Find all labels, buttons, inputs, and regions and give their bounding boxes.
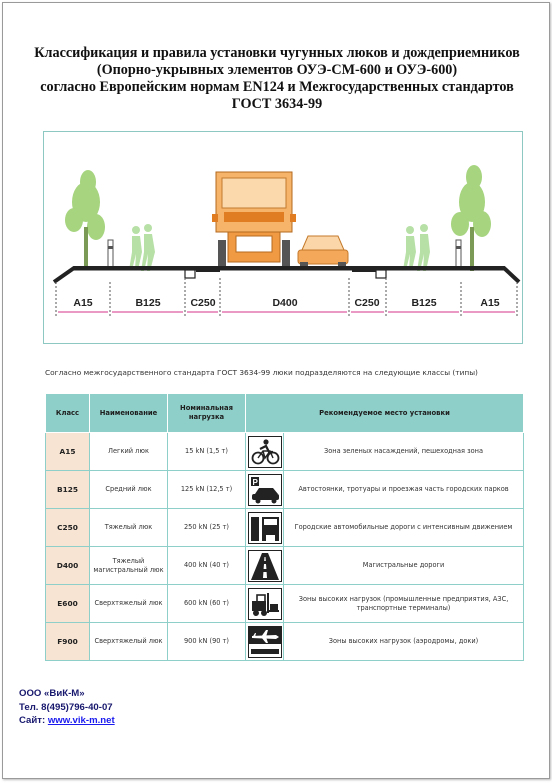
title-line-4: ГОСТ 3634-99 bbox=[231, 96, 323, 112]
table-header-row bbox=[46, 394, 524, 433]
class-name: Сверхтяжелый люк bbox=[90, 585, 168, 623]
class-code: B125 bbox=[46, 471, 90, 509]
website-line bbox=[19, 714, 115, 728]
table-row bbox=[46, 623, 524, 661]
class-load: 15 kN (1,5 т) bbox=[168, 433, 246, 471]
class-load: 250 kN (25 т) bbox=[168, 509, 246, 547]
tree-left-icon bbox=[65, 170, 105, 269]
class-name: Тяжелый магистральный люк bbox=[90, 547, 168, 585]
class-place: Автостоянки, тротуары и проезжая часть городских парков bbox=[284, 471, 524, 509]
contact-footer bbox=[19, 687, 115, 728]
zone-label: C250 bbox=[190, 297, 216, 309]
class-name: Средний люк bbox=[90, 471, 168, 509]
phone-number: Тел. 8(495)796-40-07 bbox=[19, 701, 113, 713]
class-place: Зоны высоких нагрузок (промышленные предприятия, АЗС, транспортные терминалы) bbox=[284, 585, 524, 623]
header-class: Класс bbox=[46, 394, 90, 433]
website-link[interactable]: www.vik-m.net bbox=[47, 715, 115, 726]
class-name: Тяжелый люк bbox=[90, 509, 168, 547]
class-place: Магистральные дороги bbox=[284, 547, 524, 585]
classification-table bbox=[45, 393, 524, 661]
header-place: Рекомендуемое место установки bbox=[246, 394, 524, 433]
class-load: 125 kN (12,5 т) bbox=[168, 471, 246, 509]
document-page bbox=[2, 2, 550, 779]
class-place: Зона зеленых насаждений, пешеходная зона bbox=[284, 433, 524, 471]
zone-label: A15 bbox=[73, 297, 93, 309]
class-load: 400 kN (40 т) bbox=[168, 547, 246, 585]
class-code: C250 bbox=[46, 509, 90, 547]
airplane-icon bbox=[248, 626, 282, 658]
intro-text: Согласно межгосударственного стандарта ГОСТ 3634-99 люки подразделяются на следующие классы (типы) bbox=[45, 368, 478, 377]
zone-label: B125 bbox=[411, 297, 437, 309]
truck-curb-icon bbox=[248, 512, 282, 544]
zone-label: A15 bbox=[480, 297, 500, 309]
class-code: D400 bbox=[46, 547, 90, 585]
road-cross-section-illustration bbox=[43, 131, 523, 344]
class-code: E600 bbox=[46, 585, 90, 623]
highway-icon bbox=[248, 550, 282, 582]
class-place: Городские автомобильные дороги с интенсивным движением bbox=[284, 509, 524, 547]
bicycle-icon bbox=[248, 436, 282, 468]
class-name: Сверхтяжелый люк bbox=[90, 623, 168, 661]
title-line-3: согласно Европейским нормам EN124 и Межгосударственных стандартов bbox=[40, 79, 514, 95]
table-row bbox=[46, 585, 524, 623]
zone-label: D400 bbox=[272, 297, 298, 309]
class-code: F900 bbox=[46, 623, 90, 661]
table-row bbox=[46, 509, 524, 547]
class-name: Легкий люк bbox=[90, 433, 168, 471]
table-row bbox=[46, 433, 524, 471]
company-name: ООО «ВиК-М» bbox=[19, 688, 85, 699]
document-title bbox=[3, 45, 551, 113]
header-load: Номинальная нагрузка bbox=[168, 394, 246, 433]
car-icon bbox=[298, 236, 348, 270]
zone-label: B125 bbox=[135, 297, 161, 309]
title-line-1: Классификация и правила установки чугунных люков и дождеприемников bbox=[34, 45, 520, 61]
class-load: 900 kN (90 т) bbox=[168, 623, 246, 661]
header-name: Наименование bbox=[90, 394, 168, 433]
table-row bbox=[46, 471, 524, 509]
table-row bbox=[46, 547, 524, 585]
truck-icon bbox=[212, 172, 296, 266]
class-place: Зоны высоких нагрузок (аэродромы, доки) bbox=[284, 623, 524, 661]
forklift-icon bbox=[248, 588, 282, 620]
website-label: Сайт: bbox=[19, 715, 48, 726]
zone-label: C250 bbox=[354, 297, 380, 309]
svg-text:P: P bbox=[252, 477, 258, 487]
title-line-2: (Опорно-укрывных элементов ОУЭ-СМ-600 и ОУЭ-600) bbox=[96, 62, 458, 78]
class-code: A15 bbox=[46, 433, 90, 471]
parking-car-icon bbox=[248, 474, 282, 506]
class-load: 600 kN (60 т) bbox=[168, 585, 246, 623]
